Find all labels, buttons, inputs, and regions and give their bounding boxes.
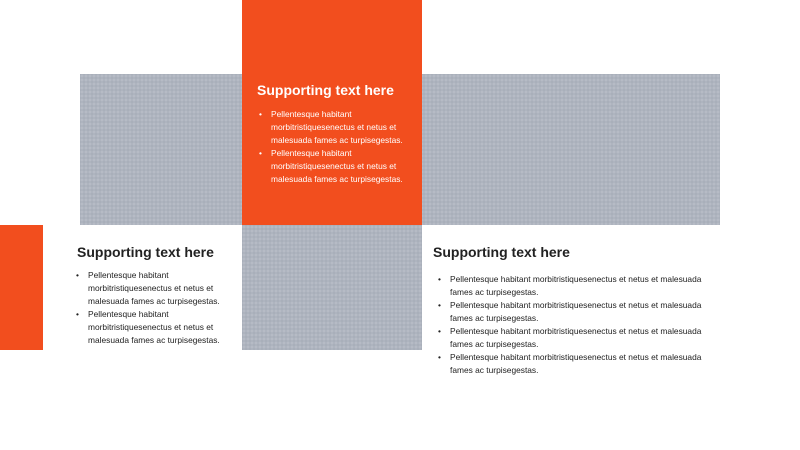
list-item: • Pellentesque habitant morbitristiquesenectus et netus et malesuada fames ac turpisegestas.: [76, 309, 220, 345]
orange-bar-left: [0, 225, 43, 350]
list-item: • Pellentesque habitant morbitristiquesenectus et netus et malesuada fames ac turpisegestas.: [438, 326, 702, 349]
top-block-bullets: [259, 108, 415, 186]
right-block-bullets: [438, 273, 713, 377]
list-item: • Pellentesque habitant morbitristiquesenectus et netus et malesuada fames ac turpisegestas.: [438, 274, 702, 297]
list-item: • Pellentesque habitant morbitristiquesenectus et netus et malesuada fames ac turpisegestas.: [438, 300, 702, 323]
list-item: • Pellentesque habitant morbitristiquesenectus et netus et malesuada fames ac turpisegestas.: [438, 352, 702, 375]
right-block-title: Supporting text here: [433, 244, 570, 260]
top-block-title: Supporting text here: [257, 82, 394, 98]
list-item: • Pellentesque habitant morbitristiquesenectus et netus et malesuada fames ac turpisegestas.: [259, 148, 403, 184]
list-item: • Pellentesque habitant morbitristiquesenectus et netus et malesuada fames ac turpisegestas.: [259, 109, 403, 145]
gray-panel-center: [242, 225, 422, 350]
left-block-bullets: [76, 269, 234, 347]
left-block-title: Supporting text here: [77, 244, 214, 260]
list-item: • Pellentesque habitant morbitristiquesenectus et netus et malesuada fames ac turpisegestas.: [76, 270, 220, 306]
